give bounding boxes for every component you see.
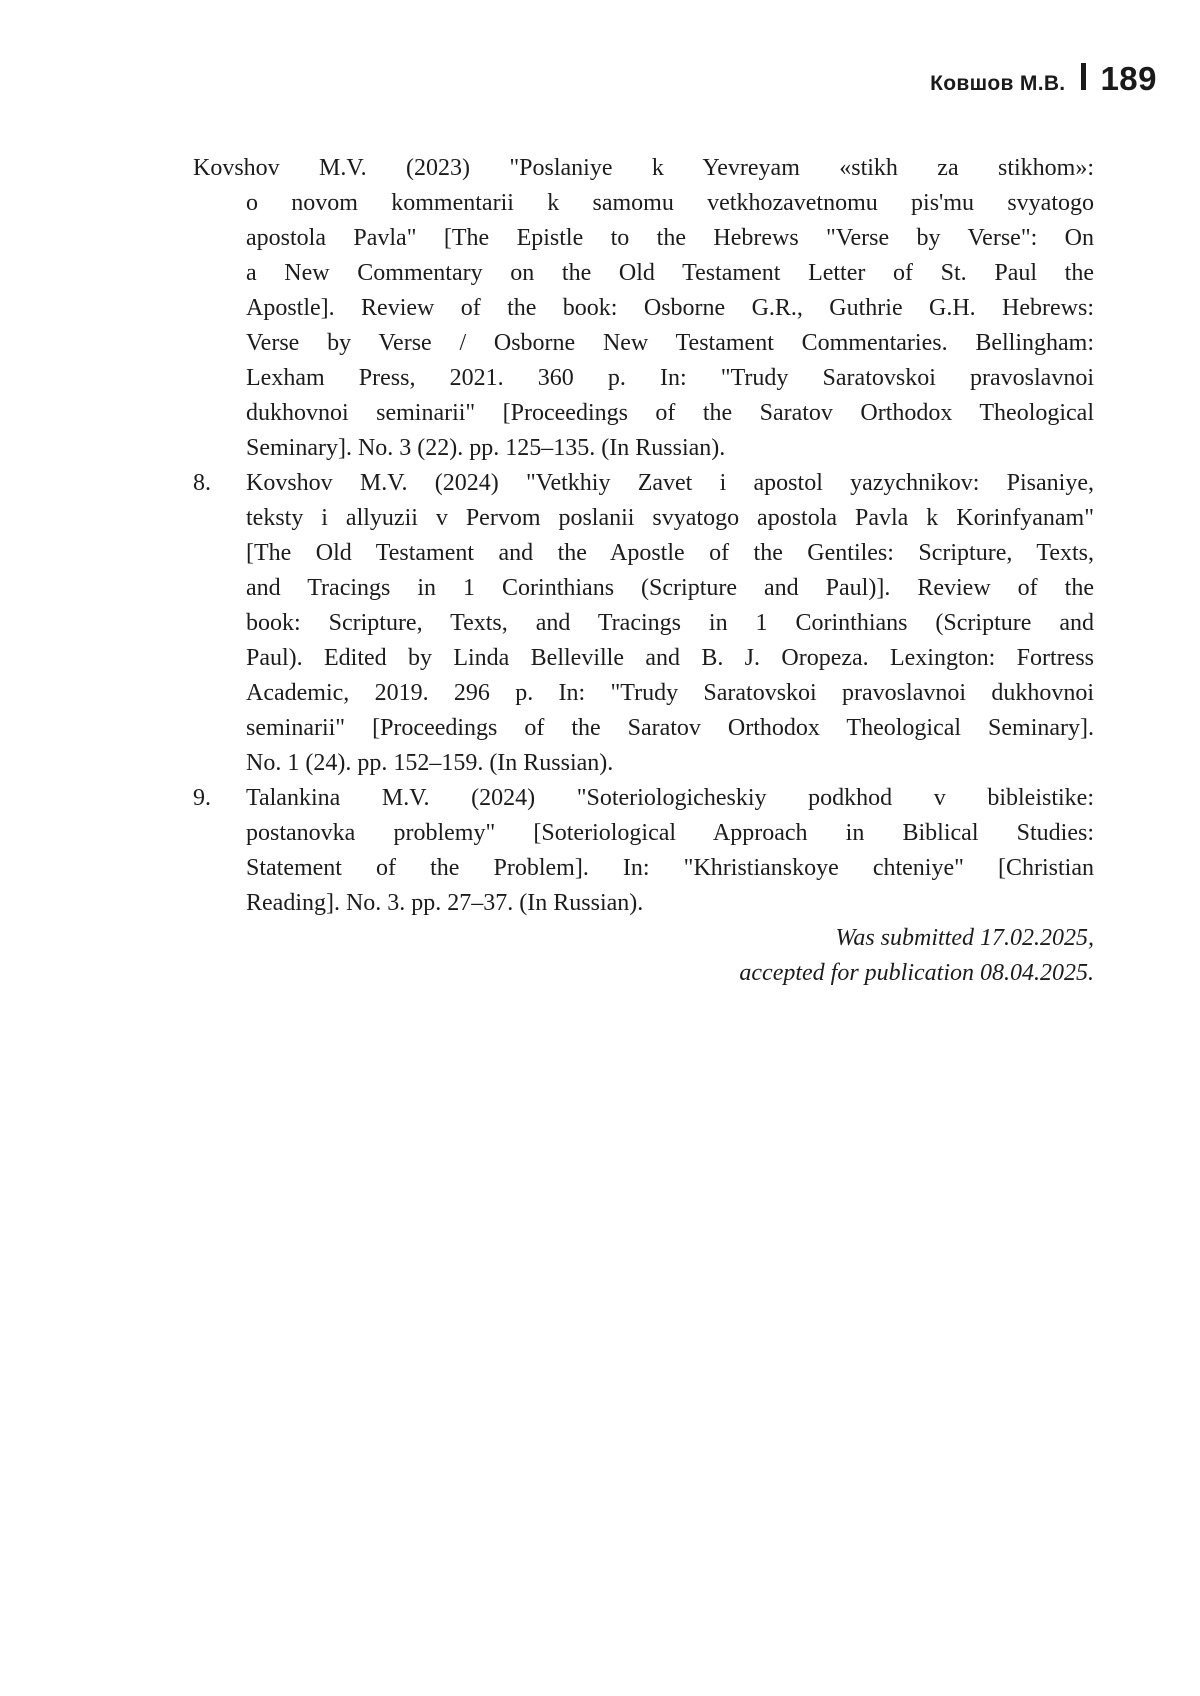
reference-line: Statement of the Problem]. In: "Khristianskoye chteniye" [Christian — [246, 855, 1094, 881]
reference-line: [The Old Testament and the Apostle of the Gentiles: Scripture, Texts, — [246, 540, 1094, 566]
reference-line: Paul). Edited by Linda Belleville and B. J. Oropeza. Lexington: Fortress — [246, 645, 1094, 671]
reference-item — [193, 151, 1094, 466]
reference-line: seminarii" [Proceedings of the Saratov Orthodox Theological Seminary]. — [246, 715, 1094, 741]
submission-date-line: Was submitted 17.02.2025, — [835, 925, 1094, 951]
reference-number: 9. — [193, 785, 211, 811]
reference-line: o novom kommentarii k samomu vetkhozavetnomu pis'mu svyatogo — [246, 190, 1094, 216]
reference-line-text: Talankina M.V. (2024) "Soteriologicheskiy podkhod v bibleistike: — [246, 785, 1094, 811]
reference-line: a New Commentary on the Old Testament Letter of St. Paul the — [246, 260, 1094, 286]
reference-line: No. 1 (24). pp. 152–159. (In Russian). — [246, 750, 614, 776]
references-list — [193, 151, 1094, 991]
reference-line — [193, 781, 1094, 816]
reference-line: dukhovnoi seminarii" [Proceedings of the Saratov Orthodox Theological — [246, 400, 1094, 426]
acceptance-date-line: accepted for publication 08.04.2025. — [739, 960, 1094, 986]
reference-line: Verse by Verse / Osborne New Testament Commentaries. Bellingham: — [246, 330, 1094, 356]
header-separator-bar — [1081, 63, 1086, 90]
reference-line: teksty i allyuzii v Pervom poslanii svyatogo apostola Pavla k Korinfyanam" — [246, 505, 1094, 531]
reference-line-text: Kovshov M.V. (2024) "Vetkhiy Zavet i apostol yazychnikov: Pisaniye, — [246, 470, 1094, 496]
reference-line: apostola Pavla" [The Epistle to the Hebrews "Verse by Verse": On — [246, 225, 1094, 251]
reference-line: postanovka problemy" [Soteriological Approach in Biblical Studies: — [246, 820, 1094, 846]
reference-line: Seminary]. No. 3 (22). pp. 125–135. (In Russian). — [246, 435, 726, 461]
reference-line: book: Scripture, Texts, and Tracings in 1 Corinthians (Scripture and — [246, 610, 1094, 636]
reference-line: Reading]. No. 3. pp. 27–37. (In Russian). — [246, 890, 644, 916]
reference-item — [193, 466, 1094, 781]
reference-item — [193, 781, 1094, 921]
reference-line: Apostle]. Review of the book: Osborne G.R., Guthrie G.H. Hebrews: — [246, 295, 1094, 321]
submission-note — [193, 921, 1094, 991]
reference-line: Lexham Press, 2021. 360 p. In: "Trudy Saratovskoi pravoslavnoi — [246, 365, 1094, 391]
running-head-author: Ковшов М.В. — [930, 72, 1066, 95]
reference-line: and Tracings in 1 Corinthians (Scripture and Paul)]. Review of the — [246, 575, 1094, 601]
reference-line — [193, 466, 1094, 501]
page-number: 189 — [1100, 60, 1157, 97]
reference-line: Kovshov M.V. (2023) "Poslaniye k Yevreyam «stikh za stikhom»: — [193, 155, 1094, 181]
reference-number: 8. — [193, 470, 211, 496]
reference-line: Academic, 2019. 296 p. In: "Trudy Saratovskoi pravoslavnoi dukhovnoi — [246, 680, 1094, 706]
running-head — [930, 60, 1157, 98]
